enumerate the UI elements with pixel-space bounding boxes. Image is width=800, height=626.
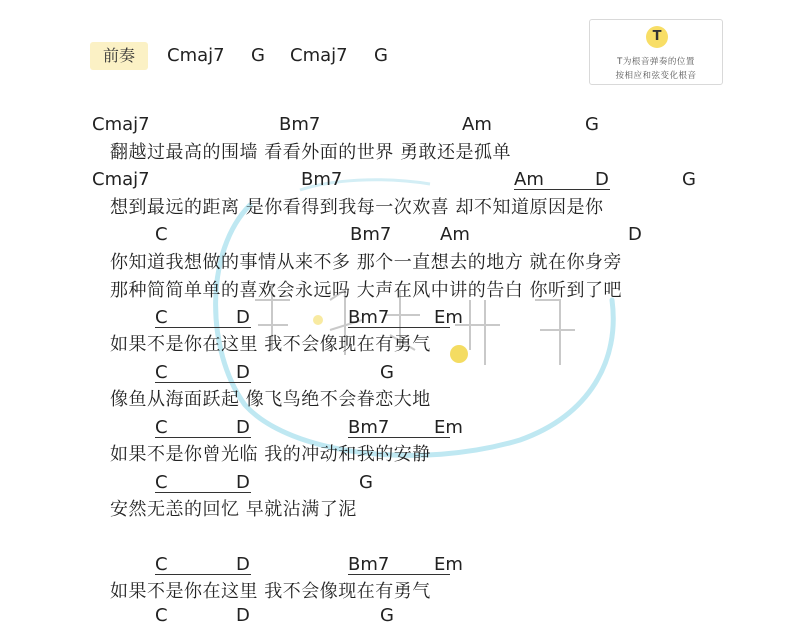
chord: D — [595, 169, 609, 190]
watermark-arc — [216, 205, 614, 455]
t-badge-icon: T — [646, 26, 668, 48]
chord-underline — [155, 492, 251, 493]
intro-label: 前奏 — [90, 42, 148, 70]
chord: D — [236, 417, 250, 438]
lyric-line: 如果不是你曾光临 我的冲动和我的安静 — [110, 444, 431, 465]
legend-text: T为根音弹奏的位置 — [617, 57, 695, 67]
chord: D — [236, 307, 250, 328]
intro-chord: Cmaj7 — [290, 45, 348, 66]
chord-underline — [514, 189, 610, 190]
root-note-legend — [589, 19, 723, 85]
chord: G — [682, 169, 696, 190]
chord-underline — [348, 437, 450, 438]
chord: Em — [434, 417, 463, 438]
legend-text: 按相应和弦变化根音 — [615, 71, 697, 81]
chord-underline — [155, 327, 251, 328]
chord-underline — [348, 574, 450, 575]
lyric-line: 像鱼从海面跃起 像飞鸟绝不会眷恋大地 — [110, 389, 431, 410]
chord: Bm7 — [279, 114, 321, 135]
watermark-dot-2 — [313, 315, 323, 325]
chord: D — [236, 554, 250, 575]
chord: D — [628, 224, 642, 245]
intro-chord: Cmaj7 — [167, 45, 225, 66]
chord: D — [236, 605, 250, 626]
chord-underline — [155, 382, 251, 383]
chord-underline — [155, 437, 251, 438]
chord: Bm7 — [348, 417, 390, 438]
chord: C — [155, 362, 168, 383]
intro-chord: G — [251, 45, 265, 66]
chord: G — [359, 472, 373, 493]
chord: Cmaj7 — [92, 114, 150, 135]
lyric-line: 如果不是你在这里 我不会像现在有勇气 — [110, 581, 431, 602]
chord: Bm7 — [348, 554, 390, 575]
chord: D — [236, 472, 250, 493]
chord: Am — [514, 169, 544, 190]
intro-chord: G — [374, 45, 388, 66]
lyric-line: 如果不是你在这里 我不会像现在有勇气 — [110, 334, 431, 355]
chord: G — [380, 605, 394, 626]
chord: C — [155, 417, 168, 438]
chord: G — [380, 362, 394, 383]
chord: D — [236, 362, 250, 383]
chord: Bm7 — [301, 169, 343, 190]
chord-underline — [348, 327, 450, 328]
lyric-line: 翻越过最高的围墙 看看外面的世界 勇敢还是孤单 — [110, 142, 511, 163]
chord: Bm7 — [348, 307, 390, 328]
chord: Am — [440, 224, 470, 245]
chord-underline — [155, 574, 251, 575]
chord: Cmaj7 — [92, 169, 150, 190]
lyric-line: 那种简简单单的喜欢会永远吗 大声在风中讲的告白 你听到了吧 — [110, 280, 622, 301]
lyric-line: 安然无恙的回忆 早就沾满了泥 — [110, 499, 357, 520]
chord: C — [155, 472, 168, 493]
chord: Am — [462, 114, 492, 135]
chord: Bm7 — [350, 224, 392, 245]
chord: Em — [434, 554, 463, 575]
chord: C — [155, 554, 168, 575]
chord: C — [155, 605, 168, 626]
chord: Em — [434, 307, 463, 328]
watermark-dot — [450, 345, 468, 363]
chord: G — [585, 114, 599, 135]
chord: C — [155, 224, 168, 245]
chord: C — [155, 307, 168, 328]
lyric-line: 你知道我想做的事情从来不多 那个一直想去的地方 就在你身旁 — [110, 252, 622, 273]
lyric-line: 想到最远的距离 是你看得到我每一次欢喜 却不知道原因是你 — [110, 197, 604, 218]
